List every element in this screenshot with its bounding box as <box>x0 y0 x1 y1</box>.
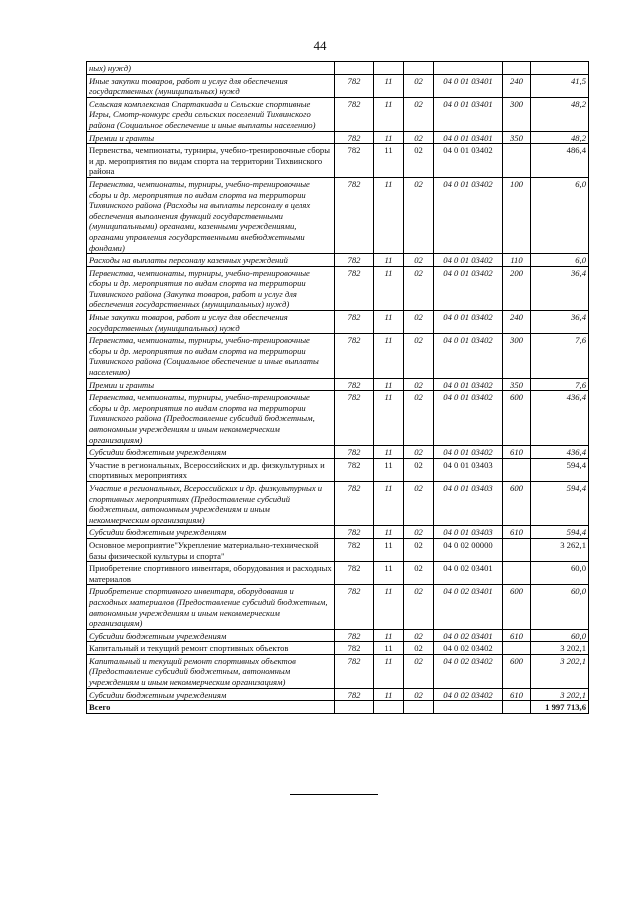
ministry-code-cell: 782 <box>335 391 374 446</box>
table-row <box>87 629 589 642</box>
section-code-cell: 11 <box>374 131 404 144</box>
table-row <box>87 585 589 629</box>
section-code-cell: 11 <box>374 446 404 459</box>
section-code-cell: 11 <box>374 391 404 446</box>
amount-cell: 60,0 <box>531 585 589 629</box>
item-name-cell: Субсидии бюджетным учреждениям <box>87 526 335 539</box>
item-name-cell: Первенства, чемпионаты, турниры, учебно-тренировочные сборы и др. мероприятия по видам спорта на территории Тихвинского района (Предоставление субсидий бюджетным, автономным учреждениям и иным некоммерческим организациям) <box>87 391 335 446</box>
amount-cell: 594,4 <box>531 526 589 539</box>
table-row <box>87 131 589 144</box>
subsection-code-cell: 02 <box>404 74 434 97</box>
ministry-code-cell: 782 <box>335 446 374 459</box>
subsection-code-cell: 02 <box>404 458 434 481</box>
amount-cell: 594,4 <box>531 481 589 525</box>
amount-cell: 36,4 <box>531 311 589 334</box>
item-name-cell: Первенства, чемпионаты, турниры, учебно-тренировочные сборы и др. мероприятия по видам спорта на территории Тихвинского района (Закупка товаров, работ и услуг для обеспечения государственных (муниципальных) нужд) <box>87 266 335 310</box>
subsection-code-cell <box>404 62 434 75</box>
target-article-cell: 04 0 02 03402 <box>434 654 503 688</box>
expense-type-cell: 200 <box>503 266 531 310</box>
amount-cell: 41,5 <box>531 74 589 97</box>
amount-cell: 594,4 <box>531 458 589 481</box>
item-name-cell: Участие в региональных, Всероссийских и др. физкультурных и спортивных мероприятиях (Предоставление субсидий бюджетным, автономным учреждениям и иным некоммерческим организациям) <box>87 481 335 525</box>
subsection-code-cell: 02 <box>404 562 434 585</box>
table-row <box>87 642 589 655</box>
item-name-cell: Субсидии бюджетным учреждениям <box>87 688 335 701</box>
item-name-cell: Первенства, чемпионаты, турниры, учебно-тренировочные сборы и др. мероприятия по видам спорта на территории Тихвинского района <box>87 144 335 178</box>
expense-type-cell: 600 <box>503 391 531 446</box>
item-name-cell: Субсидии бюджетным учреждениям <box>87 629 335 642</box>
amount-cell: 3 262,1 <box>531 538 589 561</box>
section-code-cell: 11 <box>374 642 404 655</box>
target-article-cell: 04 0 01 03401 <box>434 97 503 131</box>
expense-type-cell: 100 <box>503 177 531 253</box>
amount-cell: 48,2 <box>531 97 589 131</box>
subsection-code-cell: 02 <box>404 688 434 701</box>
expense-type-cell: 600 <box>503 654 531 688</box>
amount-cell: 3 202,1 <box>531 688 589 701</box>
target-article-cell: 04 0 02 03402 <box>434 642 503 655</box>
section-code-cell: 11 <box>374 74 404 97</box>
amount-cell: 3 202,1 <box>531 642 589 655</box>
target-article-cell: 04 0 01 03402 <box>434 391 503 446</box>
subsection-code-cell: 02 <box>404 131 434 144</box>
amount-cell: 6,0 <box>531 254 589 267</box>
expense-type-cell: 350 <box>503 131 531 144</box>
subsection-code-cell: 02 <box>404 311 434 334</box>
target-article-cell: 04 0 01 03402 <box>434 378 503 391</box>
subsection-code-cell: 02 <box>404 391 434 446</box>
subsection-code-cell: 02 <box>404 144 434 178</box>
subsection-code-cell: 02 <box>404 654 434 688</box>
table-row <box>87 97 589 131</box>
item-name-cell: Участие в региональных, Всероссийских и др. физкультурных и спортивных мероприятиях <box>87 458 335 481</box>
section-code-cell: 11 <box>374 585 404 629</box>
ministry-code-cell: 782 <box>335 688 374 701</box>
amount-cell: 436,4 <box>531 446 589 459</box>
target-article-cell: 04 0 01 03403 <box>434 481 503 525</box>
target-article-cell: 04 0 01 03402 <box>434 334 503 378</box>
expense-type-cell <box>503 144 531 178</box>
target-article-cell: 04 0 01 03403 <box>434 458 503 481</box>
section-code-cell: 11 <box>374 538 404 561</box>
table-row <box>87 391 589 446</box>
item-name-cell: Приобретение спортивного инвентаря, оборудования и расходных материалов <box>87 562 335 585</box>
expense-type-cell: 610 <box>503 688 531 701</box>
table-row <box>87 481 589 525</box>
ministry-code-cell: 782 <box>335 642 374 655</box>
table-row <box>87 458 589 481</box>
ministry-code-cell: 782 <box>335 585 374 629</box>
target-article-cell: 04 0 02 03401 <box>434 585 503 629</box>
ministry-code-cell: 782 <box>335 97 374 131</box>
subsection-code-cell: 02 <box>404 526 434 539</box>
amount-cell: 6,0 <box>531 177 589 253</box>
total-row <box>87 701 589 714</box>
section-code-cell: 11 <box>374 97 404 131</box>
subsection-code-cell: 02 <box>404 378 434 391</box>
table-row <box>87 266 589 310</box>
target-article-cell: 04 0 02 03401 <box>434 629 503 642</box>
expense-type-cell: 600 <box>503 585 531 629</box>
subsection-code-cell: 02 <box>404 642 434 655</box>
item-name-cell: Первенства, чемпионаты, турниры, учебно-тренировочные сборы и др. мероприятия по видам спорта на территории Тихвинского района (Расходы на выплаты персоналу в целях обеспечения выполнения функций государственными (муниципальными) органами, казенными учреждениями, органами управления государственными внебюджетными фондами) <box>87 177 335 253</box>
item-name-cell: Премии и гранты <box>87 131 335 144</box>
table-row <box>87 688 589 701</box>
expense-type-cell: 240 <box>503 74 531 97</box>
section-code-cell: 11 <box>374 458 404 481</box>
section-code-cell: 11 <box>374 654 404 688</box>
item-name-cell: Иные закупки товаров, работ и услуг для обеспечения государственных (муниципальных) нужд <box>87 74 335 97</box>
expense-type-cell <box>503 458 531 481</box>
section-code-cell: 11 <box>374 177 404 253</box>
table-body <box>87 62 589 714</box>
target-article-cell: 04 0 01 03402 <box>434 446 503 459</box>
expense-type-cell <box>503 642 531 655</box>
item-name-cell: Приобретение спортивного инвентаря, оборудования и расходных материалов (Предоставление субсидий бюджетным, автономным учреждениям и иным некоммерческим организациям) <box>87 585 335 629</box>
expense-type-cell: 300 <box>503 97 531 131</box>
target-article-cell: 04 0 01 03402 <box>434 144 503 178</box>
section-code-cell: 11 <box>374 266 404 310</box>
amount-cell: 36,4 <box>531 266 589 310</box>
subsection-code-cell: 02 <box>404 629 434 642</box>
expense-type-cell: 610 <box>503 446 531 459</box>
target-article-cell: 04 0 02 03401 <box>434 562 503 585</box>
target-article-cell: 04 0 01 03402 <box>434 254 503 267</box>
table-row <box>87 526 589 539</box>
expense-type-cell <box>503 562 531 585</box>
expense-type-cell <box>503 701 531 714</box>
subsection-code-cell <box>404 701 434 714</box>
target-article-cell: 04 0 01 03402 <box>434 266 503 310</box>
item-name-cell: Основное мероприятие"Укрепление материально-технической базы физической культуры и спорта" <box>87 538 335 561</box>
ministry-code-cell: 782 <box>335 334 374 378</box>
ministry-code-cell: 782 <box>335 311 374 334</box>
amount-cell: 436,4 <box>531 391 589 446</box>
section-code-cell: 11 <box>374 378 404 391</box>
section-code-cell: 11 <box>374 526 404 539</box>
amount-cell: 486,4 <box>531 144 589 178</box>
item-name-cell: Иные закупки товаров, работ и услуг для обеспечения государственных (муниципальных) нужд <box>87 311 335 334</box>
table-row <box>87 62 589 75</box>
subsection-code-cell: 02 <box>404 446 434 459</box>
table-row <box>87 446 589 459</box>
item-name-cell: ных) нужд) <box>87 62 335 75</box>
table-row <box>87 654 589 688</box>
table-row <box>87 562 589 585</box>
ministry-code-cell: 782 <box>335 562 374 585</box>
ministry-code-cell: 782 <box>335 254 374 267</box>
item-name-cell: Капитальный и текущий ремонт спортивных объектов (Предоставление субсидий бюджетным, автономным учреждениям и иным некоммерческим организациям) <box>87 654 335 688</box>
target-article-cell: 04 0 01 03401 <box>434 74 503 97</box>
target-article-cell: 04 0 02 00000 <box>434 538 503 561</box>
ministry-code-cell: 782 <box>335 131 374 144</box>
subsection-code-cell: 02 <box>404 334 434 378</box>
ministry-code-cell: 782 <box>335 481 374 525</box>
ministry-code-cell: 782 <box>335 144 374 178</box>
table-row <box>87 378 589 391</box>
table-row <box>87 311 589 334</box>
target-article-cell: 04 0 02 03402 <box>434 688 503 701</box>
item-name-cell: Сельская комплексная Спартакиада и Сельские спортивные Игры, Смотр-конкурс среди сельских поселений Тихвинского района (Социальное обеспечение и иные выплаты населению) <box>87 97 335 131</box>
target-article-cell: 04 0 01 03403 <box>434 526 503 539</box>
section-code-cell: 11 <box>374 629 404 642</box>
table-row <box>87 334 589 378</box>
ministry-code-cell: 782 <box>335 458 374 481</box>
subsection-code-cell: 02 <box>404 177 434 253</box>
ministry-code-cell: 782 <box>335 266 374 310</box>
amount-cell: 48,2 <box>531 131 589 144</box>
ministry-code-cell: 782 <box>335 538 374 561</box>
amount-cell: 60,0 <box>531 629 589 642</box>
expense-type-cell: 610 <box>503 526 531 539</box>
page-number: 44 <box>313 38 327 53</box>
section-code-cell: 11 <box>374 562 404 585</box>
section-code-cell: 11 <box>374 481 404 525</box>
subsection-code-cell: 02 <box>404 266 434 310</box>
amount-cell: 7,6 <box>531 378 589 391</box>
expense-type-cell <box>503 538 531 561</box>
section-code-cell: 11 <box>374 254 404 267</box>
ministry-code-cell <box>335 62 374 75</box>
target-article-cell <box>434 701 503 714</box>
expense-type-cell: 600 <box>503 481 531 525</box>
table-row <box>87 177 589 253</box>
item-name-cell: Капитальный и текущий ремонт спортивных объектов <box>87 642 335 655</box>
target-article-cell: 04 0 01 03402 <box>434 177 503 253</box>
ministry-code-cell: 782 <box>335 378 374 391</box>
item-name-cell: Всего <box>87 701 335 714</box>
expense-type-cell: 110 <box>503 254 531 267</box>
table-row <box>87 74 589 97</box>
item-name-cell: Расходы на выплаты персоналу казенных учреждений <box>87 254 335 267</box>
subsection-code-cell: 02 <box>404 585 434 629</box>
expense-type-cell: 350 <box>503 378 531 391</box>
ministry-code-cell: 782 <box>335 654 374 688</box>
section-code-cell <box>374 62 404 75</box>
section-code-cell: 11 <box>374 311 404 334</box>
table-row <box>87 254 589 267</box>
section-code-cell: 11 <box>374 144 404 178</box>
amount-cell: 1 997 713,6 <box>531 701 589 714</box>
table-row <box>87 144 589 178</box>
section-code-cell: 11 <box>374 688 404 701</box>
item-name-cell: Премии и гранты <box>87 378 335 391</box>
amount-cell <box>531 62 589 75</box>
ministry-code-cell <box>335 701 374 714</box>
table-row <box>87 538 589 561</box>
expense-type-cell: 610 <box>503 629 531 642</box>
subsection-code-cell: 02 <box>404 538 434 561</box>
target-article-cell <box>434 62 503 75</box>
ministry-code-cell: 782 <box>335 74 374 97</box>
expense-type-cell: 240 <box>503 311 531 334</box>
item-name-cell: Субсидии бюджетным учреждениям <box>87 446 335 459</box>
expense-type-cell: 300 <box>503 334 531 378</box>
expense-type-cell <box>503 62 531 75</box>
budget-table <box>86 61 589 714</box>
ministry-code-cell: 782 <box>335 177 374 253</box>
target-article-cell: 04 0 01 03402 <box>434 311 503 334</box>
section-code-cell <box>374 701 404 714</box>
subsection-code-cell: 02 <box>404 481 434 525</box>
ministry-code-cell: 782 <box>335 526 374 539</box>
ministry-code-cell: 782 <box>335 629 374 642</box>
amount-cell: 3 202,1 <box>531 654 589 688</box>
amount-cell: 60,0 <box>531 562 589 585</box>
amount-cell: 7,6 <box>531 334 589 378</box>
footer-divider <box>290 794 378 795</box>
subsection-code-cell: 02 <box>404 254 434 267</box>
target-article-cell: 04 0 01 03401 <box>434 131 503 144</box>
item-name-cell: Первенства, чемпионаты, турниры, учебно-тренировочные сборы и др. мероприятия по видам спорта на территории Тихвинского района (Социальное обеспечение и иные выплаты населению) <box>87 334 335 378</box>
section-code-cell: 11 <box>374 334 404 378</box>
subsection-code-cell: 02 <box>404 97 434 131</box>
